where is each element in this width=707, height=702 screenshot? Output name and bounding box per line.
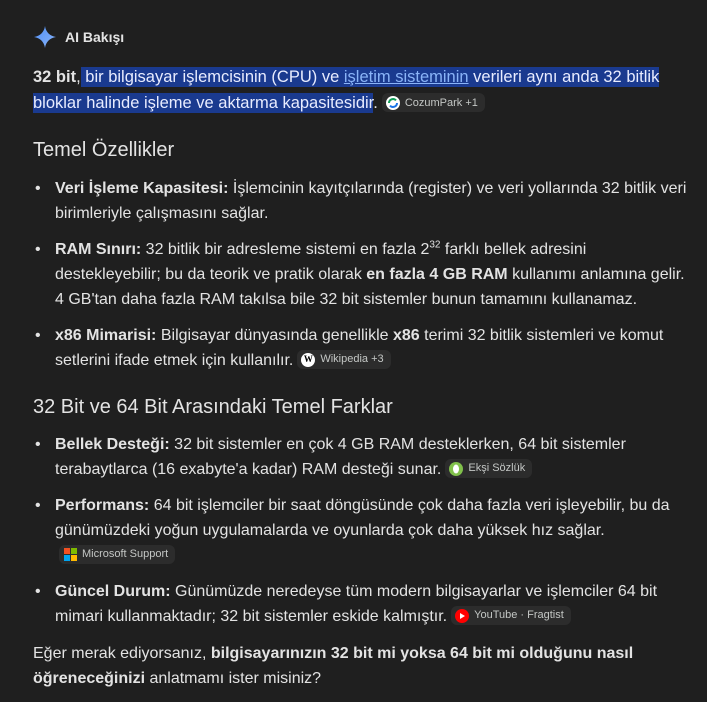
differences-list xyxy=(33,432,693,640)
operating-system-link[interactable]: işletim sisteminin xyxy=(343,68,469,86)
intro-comma: , xyxy=(76,68,81,86)
microsoft-icon xyxy=(63,548,77,562)
item-text: Bilgisayar dünyasında genellikle xyxy=(156,327,393,344)
item-text: 32 bit sistemler en çok 4 GB RAM desteklerken, 64 bit sistemler terabaytlarca (16 exabyte'a kadar) RAM desteği sunar. xyxy=(55,436,626,478)
item-label: Güncel Durum: xyxy=(55,583,171,600)
item-emphasis: en fazla 4 GB RAM xyxy=(366,266,508,283)
eksisozluk-icon xyxy=(449,462,463,476)
source-label: Wikipedia +3 xyxy=(320,353,384,366)
source-chip-microsoft[interactable] xyxy=(59,545,175,564)
highlight-text-2: verileri aynı anda 32 bitlik bloklar halinde işleme ve aktarma kapasitesidir xyxy=(33,68,660,112)
closing-emphasis: bilgisayarınızın 32 bit mi yoksa 64 bit mi olduğunu nasıl öğreneceğinizi xyxy=(33,645,634,687)
section-title-features: Temel Özellikler xyxy=(33,139,175,161)
highlighted-answer xyxy=(33,67,659,113)
item-text: kullanımı anlamına gelir. 4 GB'tan daha fazla RAM takılsa bile 32 bit sistemler bunun tamamını kullanamaz. xyxy=(55,266,685,308)
source-chip-wikipedia[interactable] xyxy=(297,350,390,369)
intro-period: . xyxy=(373,94,378,112)
intro-lead: 32 bit xyxy=(33,68,77,86)
item-emphasis: x86 xyxy=(392,327,420,344)
item-text: Günümüzde neredeyse tüm modern bilgisayarlar ve işlemciler 64 bit mimari kullanmaktadır; 32 bit sistemler eskide kalmıştır. xyxy=(55,583,658,625)
highlight-text-1: bir bilgisayar işlemcisinin (CPU) ve xyxy=(80,68,344,86)
exponent: 32 xyxy=(429,239,441,251)
item-label: x86 Mimarisi: xyxy=(55,327,157,344)
list-item xyxy=(33,176,693,226)
source-chip-youtube[interactable] xyxy=(451,606,571,625)
features-list xyxy=(33,176,693,384)
closing-text: anlatmamı ister misiniz? xyxy=(145,670,322,687)
source-chip-eksisozluk[interactable] xyxy=(445,459,532,478)
youtube-icon xyxy=(455,609,469,623)
closing-question xyxy=(33,641,673,691)
list-item xyxy=(33,493,693,568)
source-chip-cozumpark[interactable] xyxy=(382,93,485,112)
item-label: RAM Sınırı: xyxy=(55,241,142,258)
section-title-differences: 32 Bit ve 64 Bit Arasındaki Temel Farklar xyxy=(33,396,393,418)
gemini-spark-icon xyxy=(34,26,56,48)
list-item xyxy=(33,323,693,373)
ai-overview-header xyxy=(34,26,124,48)
item-label: Performans: xyxy=(55,497,150,514)
item-text: 64 bit işlemciler bir saat döngüsünde çok daha fazla veri işleyebilir, bu da günümüzdeki yoğun uygulamalarda ve oyunlarda çok daha yüksek hız sağlar. xyxy=(55,497,670,539)
source-label: Ekşi Sözlük xyxy=(468,462,526,475)
ai-overview-title: AI Bakışı xyxy=(65,29,125,45)
source-label: YouTube · Fragtist xyxy=(474,609,564,622)
item-text: 32 bitlik bir adresleme sistemi en fazla 2 xyxy=(141,241,430,258)
cozumpark-icon xyxy=(386,96,400,110)
list-item xyxy=(33,432,693,482)
source-label: CozumPark +1 xyxy=(404,96,478,109)
list-item xyxy=(33,579,693,629)
list-item xyxy=(33,237,693,312)
closing-text: Eğer merak ediyorsanız, xyxy=(33,645,211,662)
intro-paragraph xyxy=(33,64,683,116)
item-text: terimi 32 bitlik sistemleri ve komut setlerini ifade etmek için kullanılır. xyxy=(55,327,664,369)
item-text: farklı bellek adresini destekleyebilir; bu da teorik ve pratik olarak xyxy=(55,241,587,283)
source-label: Microsoft Support xyxy=(82,548,169,561)
item-label: Bellek Desteği: xyxy=(55,436,170,453)
item-label: Veri İşleme Kapasitesi: xyxy=(55,180,229,197)
wikipedia-icon: W xyxy=(301,353,315,367)
item-text: İşlemcinin kayıtçılarında (register) ve veri yollarında 32 bitlik veri birimleriyle çalışmasını sağlar. xyxy=(55,180,687,222)
